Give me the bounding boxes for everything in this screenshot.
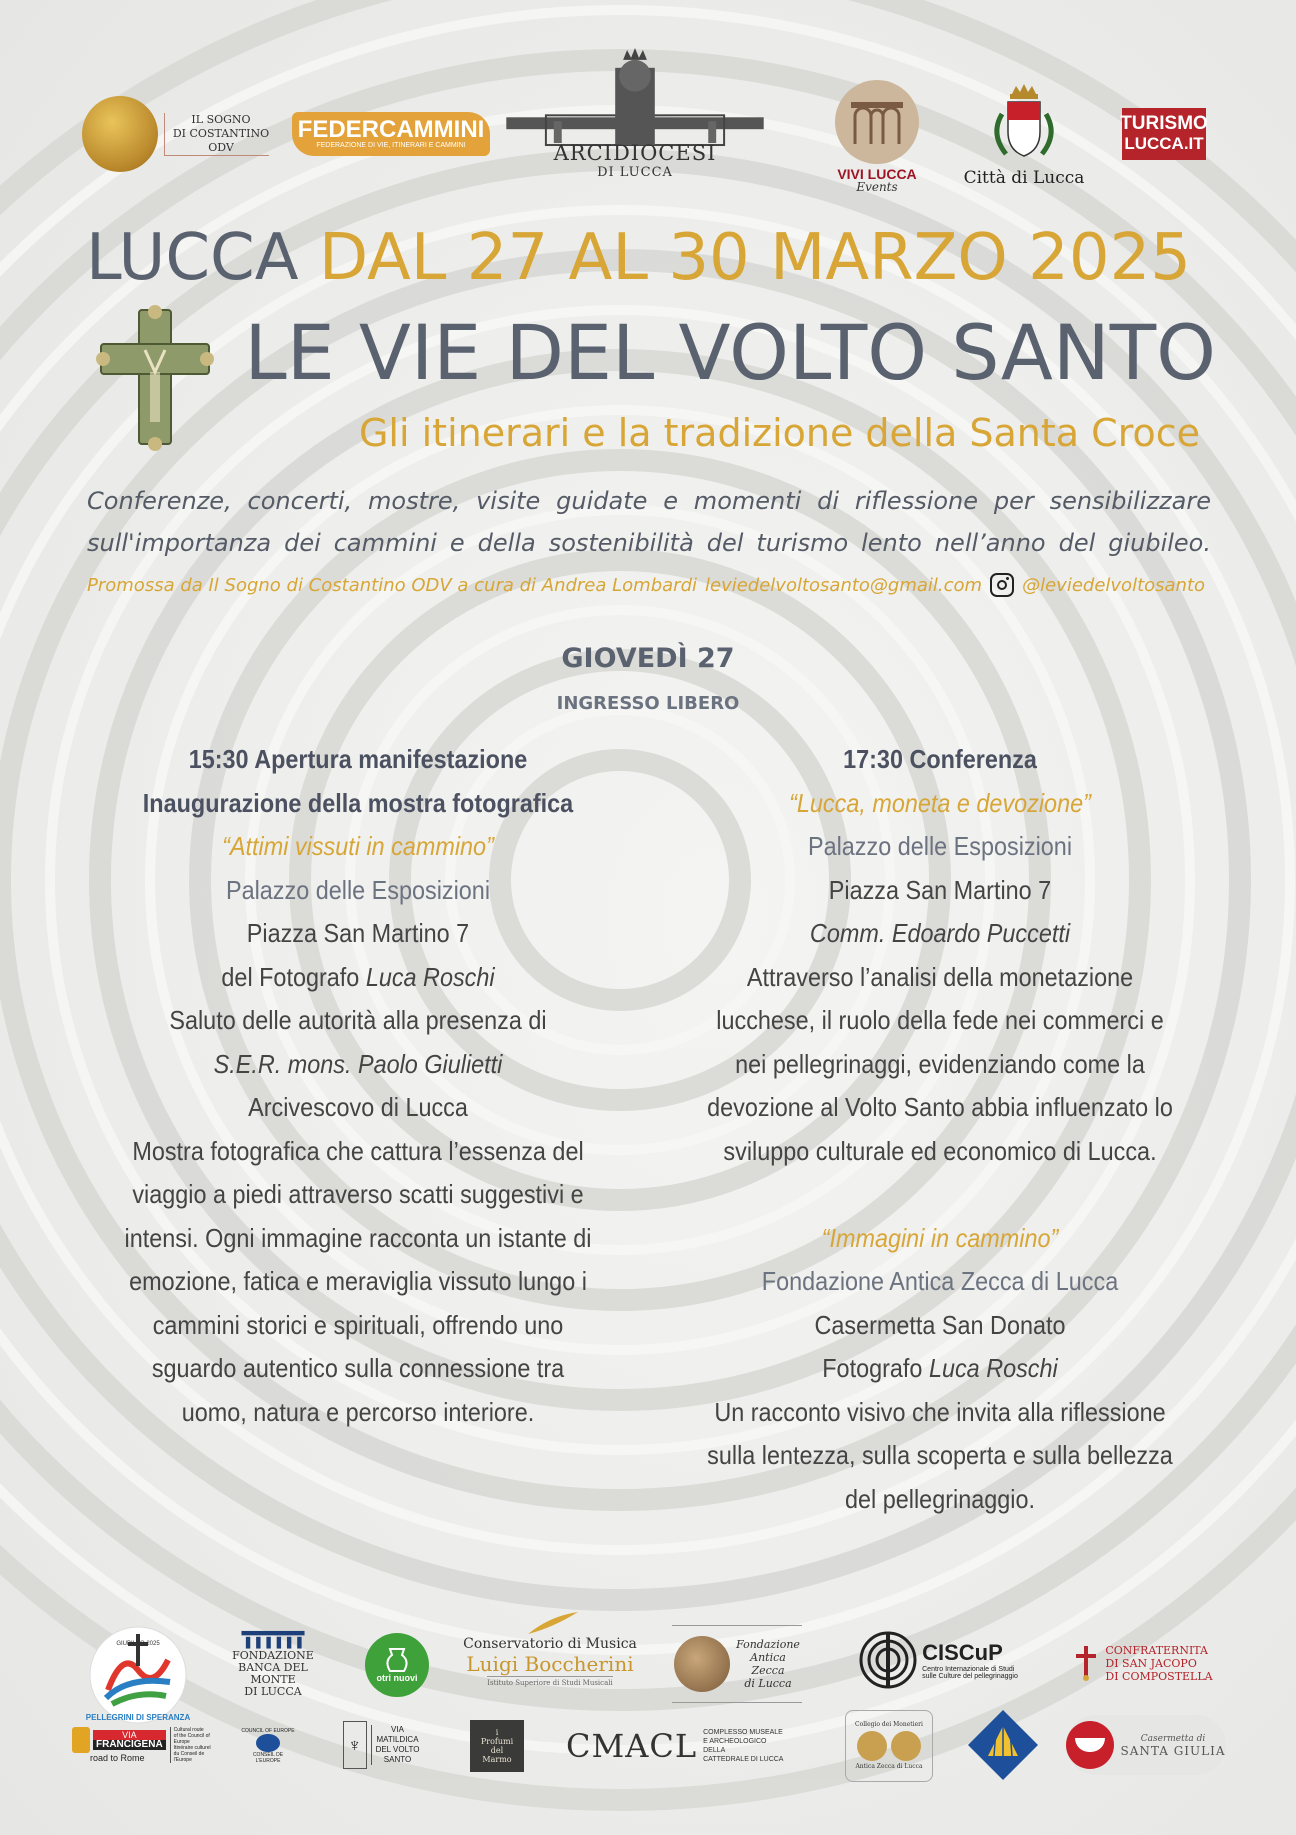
logo-citta-di-lucca — [958, 80, 1090, 192]
santa-giulia-line1: Casermetta di — [1140, 1734, 1206, 1744]
sogno-text — [164, 113, 269, 156]
cmacl-line3: CATTEDRALE DI LUCCA — [703, 1756, 784, 1763]
council-bottom: CONSEIL DE L'EUROPE — [252, 1752, 284, 1764]
right-conference-title: “Lucca, moneta e devozione” — [789, 787, 1091, 818]
entry-note: INGRESSO LIBERO — [556, 693, 740, 714]
right-speaker: Comm. Edoardo Puccetti — [809, 918, 1071, 948]
sponsor-profumi-del-marmo — [470, 1720, 524, 1772]
instagram-icon — [990, 573, 1014, 597]
sogno-line3: ODV — [208, 140, 234, 154]
left-greeting: Saluto delle autorità alla presenza di — [169, 1005, 547, 1035]
sogno-line2: DI COSTANTINO — [172, 126, 270, 140]
zecca-line3: Zecca — [751, 1664, 785, 1677]
matildica-line2: MATILDICA — [376, 1735, 419, 1744]
giubileo-logo-icon — [78, 1620, 198, 1730]
headline-city: LUCCA — [86, 221, 299, 295]
otri-nuovi-icon — [365, 1633, 429, 1697]
left-photographer-prefix: del Fotografo — [221, 961, 360, 992]
promo-instagram-handle[interactable]: @leviedelvoltosanto — [1022, 574, 1206, 596]
intro-line1: Conferenze, concerti, mostre, visite guidate e momenti di riflessione per sensibilizzare — [87, 487, 1211, 515]
conservatorio-line1: Conservatorio di Musica — [463, 1635, 637, 1652]
citta-name: Città di Lucca — [963, 168, 1085, 188]
left-exhibition-title: “Attimi vissuti in cammino” — [222, 831, 494, 861]
right-desc-line: lucchese, il ruolo della fede nei commerci e — [716, 1005, 1164, 1035]
zecca-line4: di Lucca — [744, 1677, 792, 1690]
right-heading: 17:30 Conferenza — [843, 744, 1037, 774]
cmacl-name: CMACL — [566, 1727, 698, 1765]
headline-dates: DAL 27 AL 30 MARZO 2025 — [318, 221, 1191, 295]
zecca-text — [736, 1638, 800, 1690]
right-venue: Palazzo delle Esposizioni — [807, 831, 1073, 861]
francigena-line1: VIA — [93, 1730, 166, 1740]
confraternita-line3: DI COMPOSTELLA — [1105, 1669, 1213, 1683]
confraternita-line2: DI SAN JACOPO — [1105, 1656, 1197, 1670]
left-desc-line: cammini storici e spirituali, offrendo uno — [152, 1309, 564, 1340]
logo-arcidiocesi-di-lucca — [505, 48, 765, 180]
confraternita-line1: CONFRATERNITA — [1105, 1643, 1208, 1657]
right-desc2-line: del pellegrinaggio. — [845, 1483, 1035, 1514]
santa-giulia-line2: SANTA GIULIA — [1120, 1744, 1226, 1758]
turismo-line1: TURISMO — [1120, 113, 1208, 134]
sponsor-fondazione-antica-zecca — [672, 1625, 802, 1703]
right-exhibition-title: “Immagini in cammino” — [821, 1222, 1059, 1253]
otri-label: otri nuovi — [376, 1673, 418, 1683]
day-title: GIOVEDÌ 27 — [561, 643, 735, 674]
giubileo-top: GIUBILEO 2025 — [116, 1641, 160, 1647]
santa-giulia-text — [1120, 1733, 1225, 1757]
left-heading2: Inaugurazione della mostra fotografica — [142, 787, 574, 818]
matildica-line4: SANTO — [383, 1755, 412, 1764]
left-desc-line: sguardo autentico sulla connessione tra — [151, 1353, 565, 1383]
sponsor-fondazione-banca-del-monte — [218, 1628, 328, 1698]
promo-email[interactable]: leviedelvoltosanto@gmail.com — [705, 574, 983, 596]
logo-federcammini — [292, 112, 490, 156]
right-desc-line: devozione al Volto Santo abbia influenzato lo — [707, 1092, 1173, 1122]
scallop-shell-icon — [966, 1708, 1040, 1782]
left-bishop-role: Arcivescovo di Lucca — [248, 1092, 468, 1122]
monetieri-coins-icon — [857, 1731, 921, 1761]
right-desc2-line: sulla lentezza, sulla scoperta e sulla bellezza — [707, 1440, 1173, 1470]
zecca-line1: Fondazione — [736, 1638, 800, 1651]
sogno-line1: IL SOGNO — [191, 112, 251, 126]
matildica-line1: VIA — [391, 1725, 404, 1734]
turismo-line2: LUCCA.IT — [1124, 134, 1204, 153]
left-photographer-name: Luca Roschi — [365, 961, 495, 992]
volto-santo-crucifix-icon — [505, 48, 765, 147]
sponsor-conservatorio-boccherini — [460, 1598, 640, 1698]
council-stars-icon — [256, 1734, 280, 1752]
right-desc2-line: Un racconto visivo che invita alla riflessione — [714, 1396, 1166, 1427]
zecca-line2: Antica — [750, 1651, 786, 1664]
bank-building-icon — [228, 1628, 318, 1650]
left-desc-line: uomo, natura e percorso interiore. — [181, 1396, 535, 1427]
matildica-mark-icon: ♆ — [343, 1721, 367, 1769]
sponsor-cmacl — [566, 1722, 790, 1770]
profumi-line2: Profumi — [480, 1737, 514, 1746]
right-venue2: Fondazione Antica Zecca di Lucca — [761, 1266, 1119, 1296]
francigena-side2: of the Council of Europe — [173, 1733, 210, 1745]
arcidiocesi-sub: DI LUCCA — [597, 165, 673, 180]
giubileo-bottom: PELLEGRINI DI SPERANZA — [85, 1713, 191, 1722]
sponsor-council-of-europe — [240, 1726, 296, 1766]
right-desc-line: sviluppo culturale ed economico di Lucca. — [723, 1135, 1157, 1166]
santa-croce-cross-icon — [95, 302, 215, 452]
bml-line1: FONDAZIONE — [232, 1649, 314, 1662]
francigena-side — [170, 1727, 222, 1763]
francigena-name — [93, 1730, 166, 1750]
spacer — [663, 1173, 1217, 1217]
cmacl-line1: COMPLESSO MUSEALE — [703, 1729, 783, 1736]
cmacl-text — [703, 1728, 790, 1764]
right-photographer-prefix: Fotografo — [822, 1353, 923, 1383]
council-top: COUNCIL OF EUROPE — [241, 1728, 295, 1734]
sponsor-via-francigena — [72, 1722, 222, 1768]
right-address: Piazza San Martino 7 — [828, 874, 1052, 905]
profumi-line3: del — [490, 1746, 504, 1755]
profumi-line1: i — [495, 1728, 499, 1737]
santiago-cross-icon — [1073, 1644, 1099, 1682]
left-venue: Palazzo delle Esposizioni — [225, 874, 491, 905]
right-desc-line: Attraverso l’analisi della monetazione — [746, 961, 1134, 992]
logo-vivi-lucca — [828, 78, 926, 196]
vivi-lucca-sub: Events — [856, 180, 898, 194]
coin-icon — [82, 96, 158, 172]
right-photographer — [663, 1347, 1217, 1391]
sponsor-cammino-shell — [966, 1708, 1040, 1782]
francigena-side4: du Conseil de l'Europe — [173, 1751, 205, 1763]
confraternita-text — [1105, 1644, 1212, 1683]
matildica-line3: DEL VOLTO — [375, 1745, 420, 1754]
cmacl-line2: E ARCHEOLOGICO DELLA — [703, 1738, 767, 1754]
event-dates-headline — [86, 218, 1216, 298]
ciscup-text — [922, 1640, 1018, 1680]
monetieri-line1: Collegio dei Monetieri — [855, 1721, 923, 1728]
sponsor-santa-giulia — [1066, 1715, 1226, 1775]
francigena-side1: Cultural route — [173, 1727, 204, 1733]
ciscup-sub2: sulle Culture del pellegrinaggio — [922, 1673, 1018, 1680]
right-desc-line: nei pellegrinaggi, evidenziando come la — [735, 1048, 1145, 1079]
left-desc-line: emozione, fatica e meraviglia vissuto lungo i — [129, 1266, 587, 1296]
right-address2: Casermetta San Donato — [814, 1309, 1066, 1340]
left-heading: 15:30 Apertura manifestazione — [188, 744, 528, 774]
vivi-lucca-name: VIVI LUCCA — [837, 166, 917, 182]
monetieri-line2: Antica Zecca di Lucca — [855, 1763, 923, 1770]
ciscup-sub1: Centro Internazionale di Studi — [922, 1666, 1015, 1673]
conservatorio-line3: Istituto Superiore di Studi Musicali — [487, 1676, 613, 1687]
santa-giulia-emblem-icon — [1066, 1721, 1114, 1769]
left-desc-line: viaggio a piedi attraverso scatti suggestivi e — [132, 1179, 584, 1209]
left-photographer — [83, 956, 634, 1000]
conservatorio-line2: Luigi Boccherini — [466, 1651, 634, 1676]
event-subtitle: Gli itinerari e la tradizione della Santa Croce — [358, 411, 1200, 455]
sponsor-giubileo-2025 — [78, 1620, 198, 1730]
intro-line2: sull'importanza dei cammini e della sostenibilità del turismo lento nell’anno del giubileo. — [87, 529, 1211, 557]
left-desc-line: intensi. Ogni immagine racconta un istante di — [124, 1222, 592, 1253]
quill-icon — [520, 1610, 580, 1636]
promo-line — [87, 573, 1211, 597]
sponsor-ciscup — [858, 1630, 1018, 1690]
ciscup-name: CISCuP — [922, 1640, 1003, 1665]
logo-turismo-lucca — [1122, 108, 1206, 160]
francigena-line3: road to Rome — [90, 1753, 145, 1763]
francigena-mark — [72, 1727, 166, 1763]
profumi-line4: Marmo — [482, 1755, 512, 1764]
promo-text: Promossa da Il Sogno di Costantino ODV a cura di Andrea Lombardi — [87, 574, 697, 596]
program-right-column — [663, 738, 1217, 1521]
francigena-side3: Itinéraire culturel — [173, 1745, 211, 1751]
left-desc-line: Mostra fotografica che cattura l’essenza del — [132, 1135, 584, 1166]
right-photographer-name: Luca Roschi — [928, 1353, 1058, 1383]
lucca-coat-of-arms-icon — [984, 84, 1064, 162]
sponsor-otri-nuovi — [362, 1625, 432, 1705]
sponsor-via-matildica — [334, 1718, 428, 1772]
event-title: LE VIE DEL VOLTO SANTO — [244, 308, 1216, 397]
logo-il-sogno-di-costantino — [78, 95, 273, 173]
ciscup-labyrinth-icon — [858, 1630, 918, 1690]
bml-line2: BANCA DEL MONTE — [238, 1661, 308, 1686]
bml-line3: DI LUCCA — [244, 1685, 302, 1698]
federcammini-sub: FEDERAZIONE DI VIE, ITINERARI E CAMMINI — [316, 142, 466, 149]
francigena-line2: FRANCIGENA — [93, 1740, 166, 1750]
pilgrim-icon — [72, 1727, 90, 1753]
sponsor-collegio-dei-monetieri — [845, 1710, 933, 1782]
intro-paragraph — [87, 480, 1211, 564]
vivi-lucca-arch-icon — [835, 80, 919, 164]
program-left-column — [83, 738, 634, 1434]
left-address: Piazza San Martino 7 — [246, 918, 470, 948]
arcidiocesi-name: ARCIDIOCESI — [553, 141, 717, 165]
left-bishop: S.E.R. mons. Paolo Giulietti — [213, 1048, 503, 1079]
matildica-text — [371, 1725, 420, 1765]
federcammini-name: FEDERCAMMINI — [297, 116, 485, 143]
zecca-coin-icon — [674, 1636, 730, 1692]
sponsor-confraternita-san-jacopo — [1060, 1640, 1226, 1686]
